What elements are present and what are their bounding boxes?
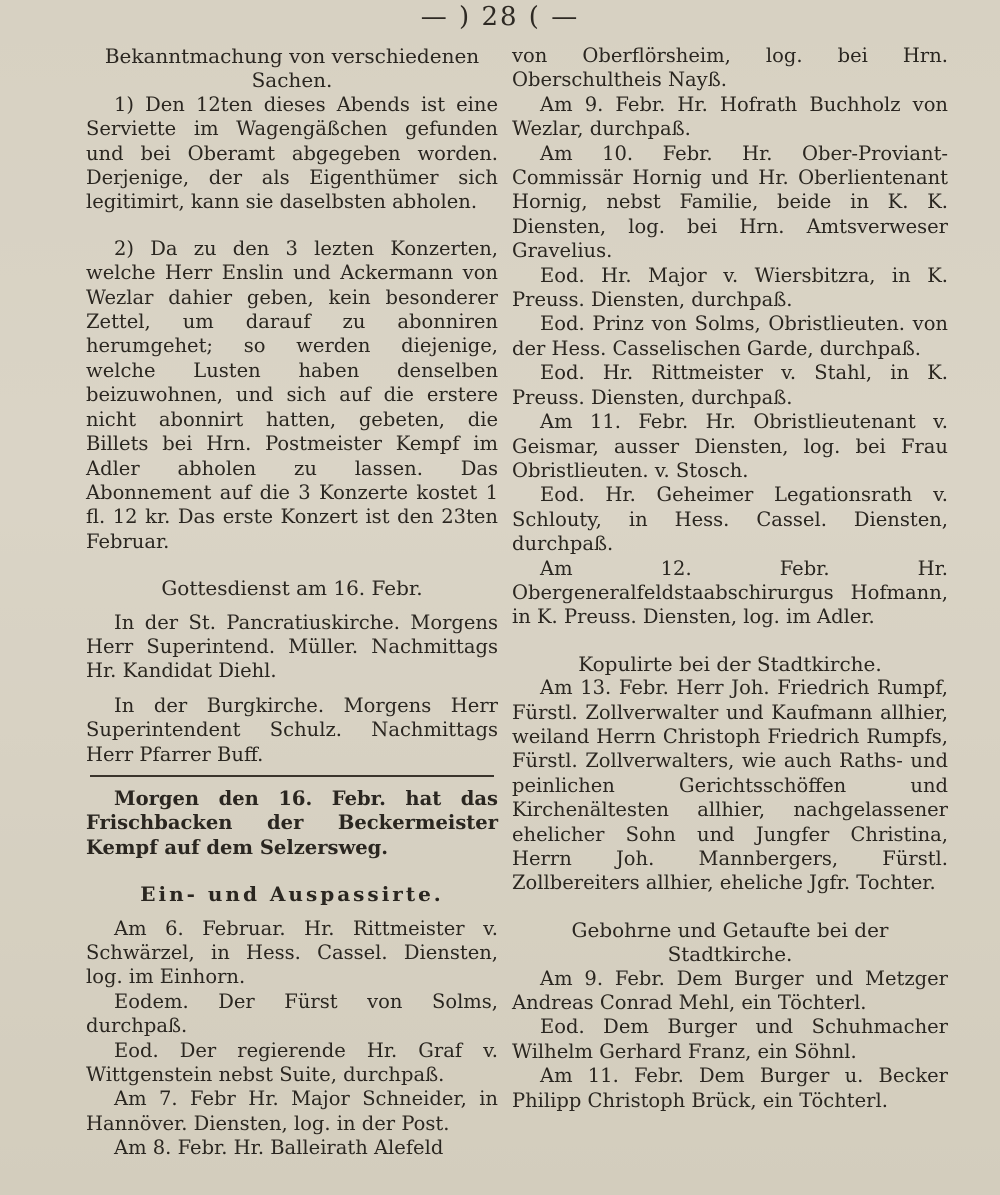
travel-entry: Am 8. Febr. Hr. Balleirath Alefeld	[114, 1136, 444, 1160]
notice-1: 1) Den 12ten dieses Abends ist eine Serviette im Wagengäßchen gefunden und bei Oberamt abgegeben worden. Derjenige, der als Eigenthümer sich legitimirt, kann sie daselbsten abholen.	[86, 92, 498, 214]
baking-notice: Morgen den 16. Febr. hat das Frischbacken der Beckermeister Kempf auf dem Selzersweg.	[86, 786, 498, 859]
married-entry: Am 13. Febr. Herr Joh. Friedrich Rumpf, Fürstl. Zollverwalter und Kaufmann allhier, weiland Herrn Christoph Friedrich Rumpfs, Fürstl. Zollverwalters, wie auch Raths- und peinlichen Gerichtsschöffen und Kirchenältesten allhier, nachgelassener ehelicher Sohn und Jungfer Christina, Herrn Joh. Mannbergers, Fürstl. Zollbereiters allhier, eheliche Jgfr. Tochter.	[512, 676, 948, 895]
travel-entry: Am 12. Febr. Hr. Obergeneralfeldstaabschirurgus Hofmann, in K. Preuss. Diensten, log. im Adler.	[512, 556, 948, 629]
travel-entry: Eod. Hr. Geheimer Legationsrath v. Schlouty, in Hess. Cassel. Diensten, durchpaß.	[512, 483, 948, 556]
service-2: In der Burgkirche. Morgens Herr Superintendent Schulz. Nachmittags Herr Pfarrer Buff.	[86, 693, 498, 766]
born-entry: Eod. Dem Burger und Schuhmacher Wilhelm Gerhard Franz, ein Söhnl.	[512, 1015, 948, 1063]
travel-entry: Am 7. Febr Hr. Major Schneider, in Hannöver. Diensten, log. in der Post.	[86, 1087, 498, 1135]
travel-entry: Eodem. Der Fürst von Solms, durchpaß.	[86, 989, 498, 1038]
left-column	[86, 44, 498, 1161]
travel-heading: Ein- und Auspassirte.	[140, 882, 444, 907]
notice-heading: Bekanntmachung von verschiedenen Sachen.	[104, 44, 480, 93]
travel-entry: Am 11. Febr. Hr. Obristlieutenant v. Geismar, ausser Diensten, log. bei Frau Obristlieuten. v. Stosch.	[512, 410, 948, 482]
notice-2: 2) Da zu den 3 lezten Konzerten, welche Herr Enslin und Ackermann von Wezlar dahier geben, kein besonderer Zettel, um darauf zu abonniren herumgehet; so werden diejenige, welche Lusten haben denselben beizuwohnen, und sich auf die erstere nicht abonnirt hatten, gebeten, die Billets bei Hrn. Postmeister Kempf im Adler abholen zu lassen. Das Abonnement auf die 3 Konzerte kostet 1 fl. 12 kr. Das erste Konzert ist den 23ten Februar.	[86, 236, 498, 553]
right-column	[512, 44, 948, 1113]
travel-entry: Eod. Hr. Rittmeister v. Stahl, in K. Preuss. Diensten, durchpaß.	[512, 361, 948, 409]
travel-entry: von Oberflörsheim, log. bei Hrn. Oberschultheis Nayß.	[512, 44, 948, 92]
travel-entry: Am 6. Februar. Hr. Rittmeister v. Schwärzel, in Hess. Cassel. Diensten, log. im Einhorn.	[86, 916, 498, 989]
married-heading: Kopulirte bei der Stadtkirche.	[578, 651, 882, 676]
travel-entry: Eod. Hr. Major v. Wiersbitzra, in K. Preuss. Diensten, durchpaß.	[512, 263, 948, 312]
born-heading: Gebohrne und Getaufte bei der Stadtkirche.	[571, 917, 889, 967]
service-heading: Gottesdienst am 16. Febr.	[161, 576, 423, 601]
service-1: In der St. Pancratiuskirche. Morgens Herr Superintend. Müller. Nachmittags Hr. Kandidat Diehl.	[86, 610, 498, 683]
travel-entry: Eod. Prinz von Solms, Obristlieuten. von der Hess. Casselischen Garde, durchpaß.	[512, 312, 948, 360]
page-number: — ) 28 ( —	[420, 2, 580, 32]
travel-entry: Eod. Der regierende Hr. Graf v. Wittgenstein nebst Suite, durchpaß.	[86, 1038, 498, 1087]
travel-entry: Am 10. Febr. Hr. Ober-Proviant-Commissär Hornig und Hr. Oberlientenant Hornig, nebst Familie, beide in K. K. Diensten, log. bei Hrn. Amtsverweser Gravelius.	[512, 141, 948, 263]
section-divider	[90, 775, 494, 777]
travel-entry: Am 9. Febr. Hr. Hofrath Buchholz von Wezlar, durchpaß.	[512, 92, 948, 141]
born-entry: Am 9. Febr. Dem Burger und Metzger Andreas Conrad Mehl, ein Töchterl.	[512, 966, 948, 1015]
born-entry: Am 11. Febr. Dem Burger u. Becker Philipp Christoph Brück, ein Töchterl.	[512, 1064, 948, 1112]
